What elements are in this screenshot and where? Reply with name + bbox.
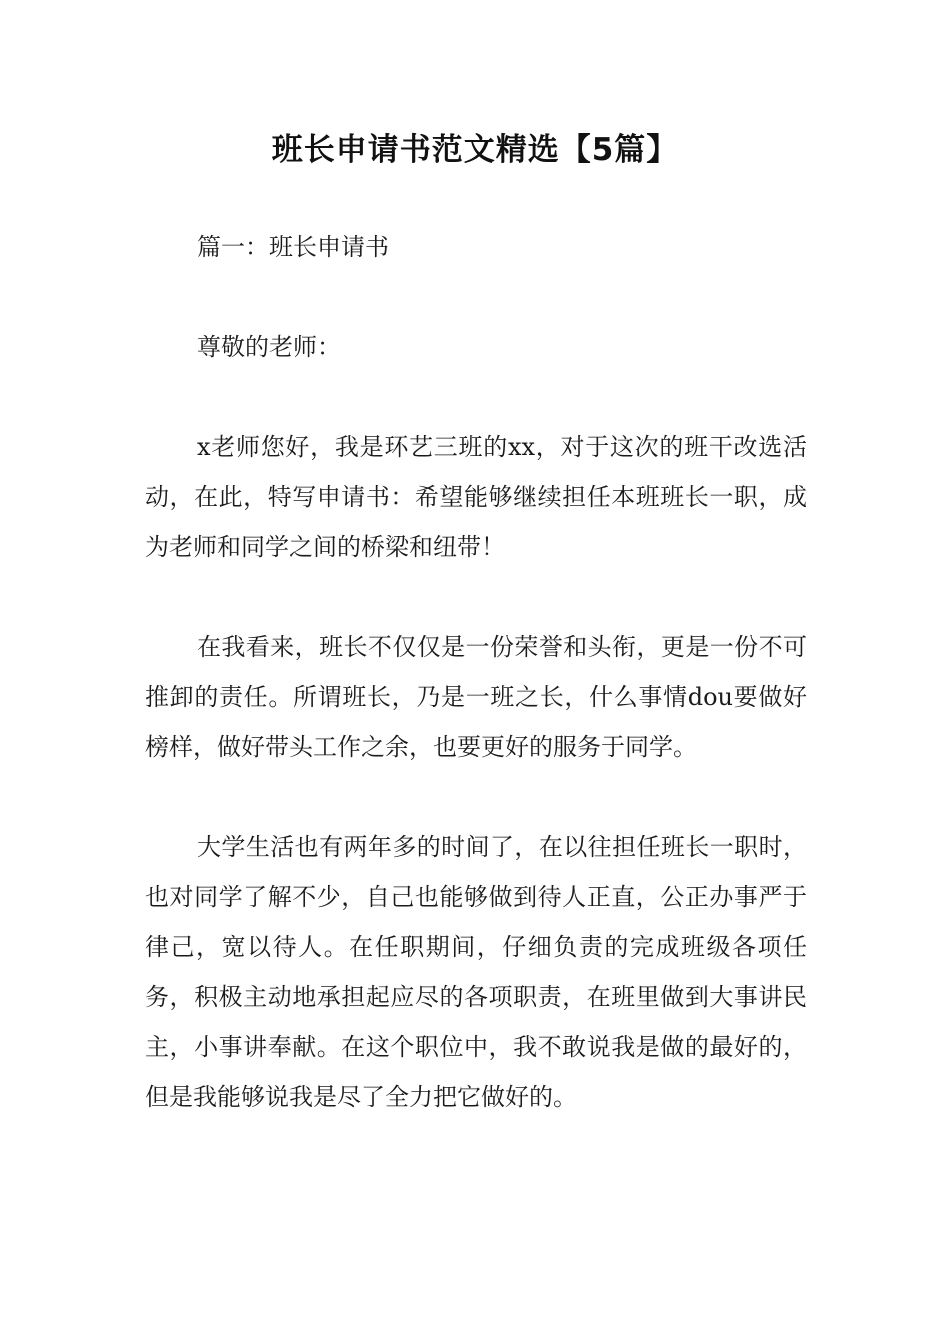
body-paragraph-3: 大学生活也有两年多的时间了，在以往担任班长一职时，也对同学了解不少，自己也能够做到待人正直，公正办事严于律己，宽以待人。在任职期间，仔细负责的完成班级各项任务，积极主动地承担起应尽的各项职责，在班里做到大事讲民主，小事讲奉献。在这个职位中，我不敢说我是做的最好的，但是我能够说我是尽了全力把它做好的。	[145, 833, 807, 1111]
section-heading: 篇一：班长申请书	[197, 233, 389, 261]
body-paragraph-1: x老师您好，我是环艺三班的xx，对于这次的班干改选活动，在此，特写申请书：希望能够继续担任本班班长一职，成为老师和同学之间的桥梁和纽带！	[145, 433, 807, 561]
salutation: 尊敬的老师：	[197, 333, 341, 361]
document-title: 班长申请书范文精选【5篇】	[271, 132, 679, 168]
document-body	[145, 222, 807, 1172]
body-paragraph-2: 在我看来，班长不仅仅是一份荣誉和头衔，更是一份不可推卸的责任。所谓班长，乃是一班之长，什么事情dou要做好榜样，做好带头工作之余，也要更好的服务于同学。	[145, 633, 807, 761]
